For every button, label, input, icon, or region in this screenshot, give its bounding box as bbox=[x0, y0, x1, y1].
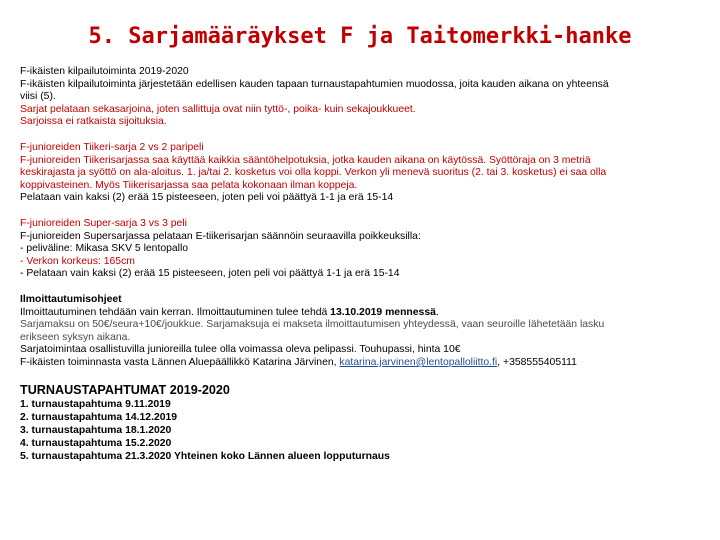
list-item: 2. turnaustapahtuma 14.12.2019 bbox=[20, 412, 178, 424]
registration-text: Ilmoittautuminen tehdään vain kerran. Ilmoittautuminen tulee tehdä bbox=[20, 306, 331, 318]
list-item: 5. turnaustapahtuma 21.3.2020 Yhteinen koko Lännen alueen lopputurnaus bbox=[20, 451, 390, 463]
section-line: koppivasteinen. Myös Tiikerisarjassa saa pelata kokonaan ilman koppeja. bbox=[20, 179, 358, 191]
section-line: - peliväline: Mikasa SKV 5 lentopallo bbox=[20, 243, 189, 255]
list-item: 3. turnaustapahtuma 18.1.2020 bbox=[20, 425, 172, 437]
section-super-series bbox=[20, 218, 710, 281]
registration-text: , +358555405111 bbox=[497, 356, 577, 368]
registration-deadline: 13.10.2019 mennessä bbox=[330, 306, 436, 318]
document-body bbox=[20, 66, 710, 463]
registration-text: F-ikäisten toiminnasta vasta Lännen Aluepäällikkö Katarina Järvinen, bbox=[20, 356, 340, 368]
registration-text: . bbox=[435, 306, 439, 318]
section-heading: F-junioreiden Tiikeri-sarja 2 vs 2 paripeli bbox=[20, 141, 204, 153]
section-line: Sarjoissa ei ratkaista sijoituksia. bbox=[20, 116, 167, 128]
section-line: Sarjatoimintaa osallistuvilla junioreilla tulee olla voimassa oleva pelipassi. Touhupassi, hinta 10€ bbox=[20, 344, 461, 356]
section-line: F-ikäisten kilpailutoiminta järjestetään edellisen kauden tapaan turnaustapahtumien muodossa, joita kauden aikana on yhteensä bbox=[20, 78, 609, 90]
section-line: keskirajasta ja syöttö on ala-aloitus. 1. ja/tai 2. kosketus voi olla koppi. Verkon yli menevä suoritus (2. tai 3. kosketus) ei saa olla bbox=[20, 167, 607, 179]
section-heading: Ilmoittautumisohjeet bbox=[20, 293, 122, 305]
section-heading: F-junioreiden Super-sarja 3 vs 3 peli bbox=[20, 217, 187, 229]
section-f-competition bbox=[20, 66, 710, 129]
section-line: Pelataan vain kaksi (2) erää 15 pisteeseen, joten peli voi päättyä 1-1 ja erä 15-14 bbox=[20, 192, 394, 204]
contact-email-link[interactable]: katarina.jarvinen@lentopalloliitto.fi bbox=[339, 356, 498, 368]
section-tiikeri-series bbox=[20, 142, 710, 205]
section-line: erikseen syksyn aikana. bbox=[20, 331, 131, 343]
section-line: - Verkon korkeus: 165cm bbox=[20, 255, 135, 267]
section-line: viisi (5). bbox=[20, 91, 56, 103]
section-registration bbox=[20, 294, 710, 370]
section-line bbox=[20, 357, 710, 370]
section-line: - Pelataan vain kaksi (2) erää 15 pisteeseen, joten peli voi päättyä 1-1 ja erä 15-14 bbox=[20, 268, 400, 280]
section-events bbox=[20, 382, 710, 463]
section-line: Sarjat pelataan sekasarjoina, joten sallittuja ovat niin tyttö-, poika- kuin sekajoukkueet. bbox=[20, 103, 416, 115]
list-item: 1. turnaustapahtuma 9.11.2019 bbox=[20, 399, 171, 411]
section-heading: F-ikäisten kilpailutoiminta 2019-2020 bbox=[20, 66, 189, 77]
section-line bbox=[20, 307, 710, 320]
section-line: Sarjamaksu on 50€/seura+10€/joukkue. Sarjamaksuja ei makseta ilmoittautumisen yhteydessä, vaan seuroille lähetetään lasku bbox=[20, 319, 605, 331]
section-line: F-junioreiden Tiikerisarjassa saa käyttää kaikkia sääntöhelpotuksia, jotka kauden aikana on käytössä. Syöttöraja on 3 metriä bbox=[20, 154, 591, 166]
page-title: 5. Sarjamääräykset F ja Taitomerkki-hanke bbox=[88, 24, 632, 49]
list-item: 4. turnaustapahtuma 15.2.2020 bbox=[20, 438, 172, 450]
events-heading: TURNAUSTAPAHTUMAT 2019-2020 bbox=[20, 383, 230, 398]
section-line: F-junioreiden Supersarjassa pelataan E-tiikerisarjan säännöin seuraavilla poikkeuksilla: bbox=[20, 230, 421, 242]
